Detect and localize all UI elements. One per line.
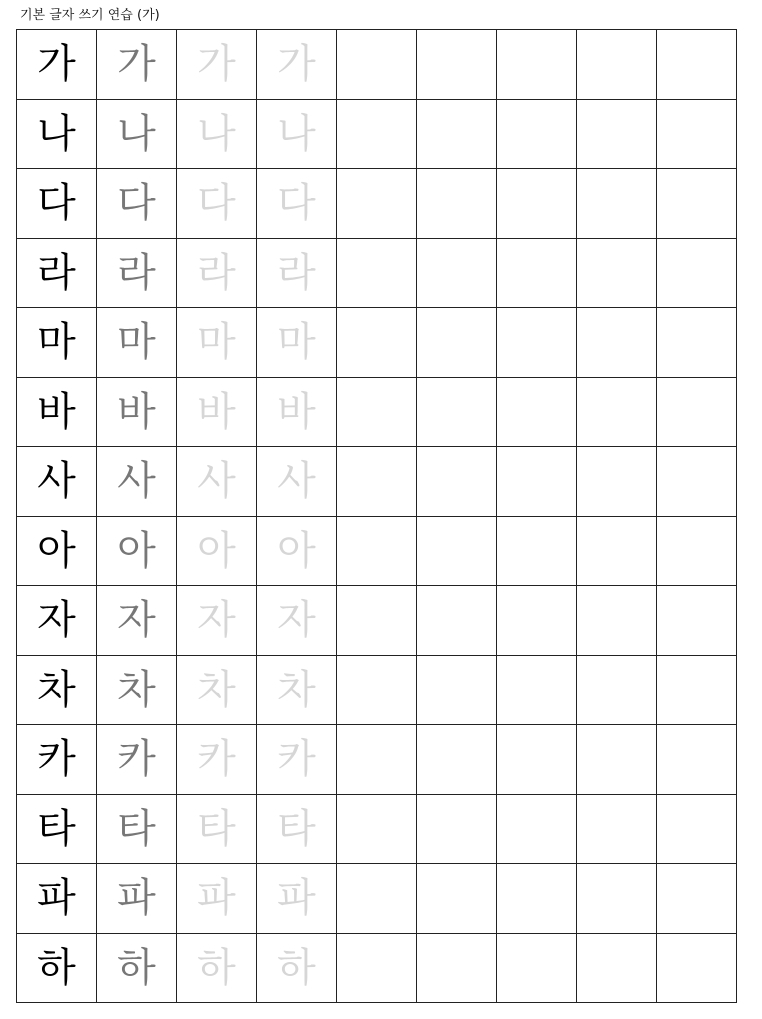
trace-character-cell: 카 [177, 725, 257, 795]
blank-writing-cell [577, 655, 657, 725]
blank-writing-cell [577, 169, 657, 239]
trace-character-cell: 자 [257, 586, 337, 656]
practice-row [17, 794, 737, 864]
blank-writing-cell [497, 864, 577, 934]
blank-writing-cell [417, 30, 497, 100]
practice-row [17, 725, 737, 795]
blank-writing-cell [337, 238, 417, 308]
trace-character-cell: 사 [257, 447, 337, 517]
blank-writing-cell [577, 864, 657, 934]
model-character-cell: 사 [17, 447, 97, 517]
blank-writing-cell [497, 169, 577, 239]
trace-character-cell: 가 [177, 30, 257, 100]
blank-writing-cell [417, 725, 497, 795]
trace-character-cell: 다 [177, 169, 257, 239]
blank-writing-cell [417, 586, 497, 656]
blank-writing-cell [497, 308, 577, 378]
blank-writing-cell [337, 655, 417, 725]
page-title: 기본 글자 쓰기 연습 (가) [20, 8, 160, 23]
trace-character-cell: 바 [97, 377, 177, 447]
blank-writing-cell [577, 377, 657, 447]
trace-character-cell: 나 [177, 99, 257, 169]
model-character-cell: 자 [17, 586, 97, 656]
model-character-cell: 가 [17, 30, 97, 100]
model-character-cell: 다 [17, 169, 97, 239]
blank-writing-cell [337, 516, 417, 586]
trace-character-cell: 카 [97, 725, 177, 795]
blank-writing-cell [497, 933, 577, 1003]
model-character-cell: 나 [17, 99, 97, 169]
blank-writing-cell [337, 794, 417, 864]
practice-row [17, 516, 737, 586]
blank-writing-cell [657, 725, 737, 795]
practice-row [17, 933, 737, 1003]
blank-writing-cell [657, 169, 737, 239]
trace-character-cell: 라 [257, 238, 337, 308]
practice-row [17, 238, 737, 308]
blank-writing-cell [497, 99, 577, 169]
trace-character-cell: 라 [177, 238, 257, 308]
trace-character-cell: 타 [257, 794, 337, 864]
trace-character-cell: 다 [97, 169, 177, 239]
trace-character-cell: 차 [97, 655, 177, 725]
trace-character-cell: 아 [177, 516, 257, 586]
model-character-cell: 아 [17, 516, 97, 586]
blank-writing-cell [577, 516, 657, 586]
blank-writing-cell [577, 586, 657, 656]
blank-writing-cell [417, 377, 497, 447]
blank-writing-cell [417, 447, 497, 517]
blank-writing-cell [497, 30, 577, 100]
blank-writing-cell [657, 30, 737, 100]
model-character-cell: 파 [17, 864, 97, 934]
blank-writing-cell [657, 238, 737, 308]
model-character-cell: 하 [17, 933, 97, 1003]
blank-writing-cell [497, 377, 577, 447]
blank-writing-cell [577, 238, 657, 308]
blank-writing-cell [577, 308, 657, 378]
blank-writing-cell [417, 864, 497, 934]
model-character-cell: 마 [17, 308, 97, 378]
trace-character-cell: 아 [97, 516, 177, 586]
trace-character-cell: 바 [257, 377, 337, 447]
model-character-cell: 차 [17, 655, 97, 725]
blank-writing-cell [417, 516, 497, 586]
practice-row [17, 655, 737, 725]
blank-writing-cell [337, 864, 417, 934]
trace-character-cell: 사 [97, 447, 177, 517]
blank-writing-cell [657, 655, 737, 725]
trace-character-cell: 차 [177, 655, 257, 725]
trace-character-cell: 하 [257, 933, 337, 1003]
model-character-cell: 바 [17, 377, 97, 447]
blank-writing-cell [337, 169, 417, 239]
blank-writing-cell [497, 238, 577, 308]
trace-character-cell: 아 [257, 516, 337, 586]
trace-character-cell: 하 [177, 933, 257, 1003]
trace-character-cell: 카 [257, 725, 337, 795]
trace-character-cell: 파 [97, 864, 177, 934]
blank-writing-cell [417, 308, 497, 378]
practice-row [17, 377, 737, 447]
blank-writing-cell [657, 308, 737, 378]
blank-writing-cell [577, 725, 657, 795]
blank-writing-cell [337, 447, 417, 517]
blank-writing-cell [577, 933, 657, 1003]
blank-writing-cell [657, 377, 737, 447]
trace-character-cell: 마 [97, 308, 177, 378]
blank-writing-cell [497, 586, 577, 656]
trace-character-cell: 가 [97, 30, 177, 100]
trace-character-cell: 파 [257, 864, 337, 934]
blank-writing-cell [657, 586, 737, 656]
trace-character-cell: 자 [97, 586, 177, 656]
practice-row [17, 864, 737, 934]
trace-character-cell: 파 [177, 864, 257, 934]
practice-row [17, 447, 737, 517]
blank-writing-cell [657, 99, 737, 169]
blank-writing-cell [577, 794, 657, 864]
trace-character-cell: 바 [177, 377, 257, 447]
blank-writing-cell [337, 30, 417, 100]
trace-character-cell: 타 [97, 794, 177, 864]
trace-character-cell: 가 [257, 30, 337, 100]
blank-writing-cell [497, 725, 577, 795]
blank-writing-cell [337, 377, 417, 447]
practice-row [17, 169, 737, 239]
blank-writing-cell [577, 99, 657, 169]
practice-row [17, 586, 737, 656]
blank-writing-cell [657, 864, 737, 934]
blank-writing-cell [417, 794, 497, 864]
practice-grid [16, 29, 737, 1003]
blank-writing-cell [417, 933, 497, 1003]
blank-writing-cell [577, 30, 657, 100]
trace-character-cell: 나 [257, 99, 337, 169]
blank-writing-cell [497, 794, 577, 864]
trace-character-cell: 나 [97, 99, 177, 169]
trace-character-cell: 마 [177, 308, 257, 378]
trace-character-cell: 마 [257, 308, 337, 378]
blank-writing-cell [417, 99, 497, 169]
blank-writing-cell [497, 655, 577, 725]
blank-writing-cell [337, 586, 417, 656]
blank-writing-cell [417, 238, 497, 308]
model-character-cell: 타 [17, 794, 97, 864]
blank-writing-cell [657, 933, 737, 1003]
blank-writing-cell [657, 516, 737, 586]
blank-writing-cell [657, 794, 737, 864]
blank-writing-cell [417, 169, 497, 239]
trace-character-cell: 라 [97, 238, 177, 308]
blank-writing-cell [657, 447, 737, 517]
blank-writing-cell [577, 447, 657, 517]
trace-character-cell: 다 [257, 169, 337, 239]
blank-writing-cell [417, 655, 497, 725]
trace-character-cell: 자 [177, 586, 257, 656]
blank-writing-cell [337, 933, 417, 1003]
trace-character-cell: 차 [257, 655, 337, 725]
blank-writing-cell [337, 725, 417, 795]
blank-writing-cell [497, 447, 577, 517]
practice-row [17, 30, 737, 100]
trace-character-cell: 타 [177, 794, 257, 864]
blank-writing-cell [337, 99, 417, 169]
trace-character-cell: 하 [97, 933, 177, 1003]
practice-row [17, 99, 737, 169]
model-character-cell: 카 [17, 725, 97, 795]
practice-row [17, 308, 737, 378]
trace-character-cell: 사 [177, 447, 257, 517]
blank-writing-cell [497, 516, 577, 586]
blank-writing-cell [337, 308, 417, 378]
model-character-cell: 라 [17, 238, 97, 308]
